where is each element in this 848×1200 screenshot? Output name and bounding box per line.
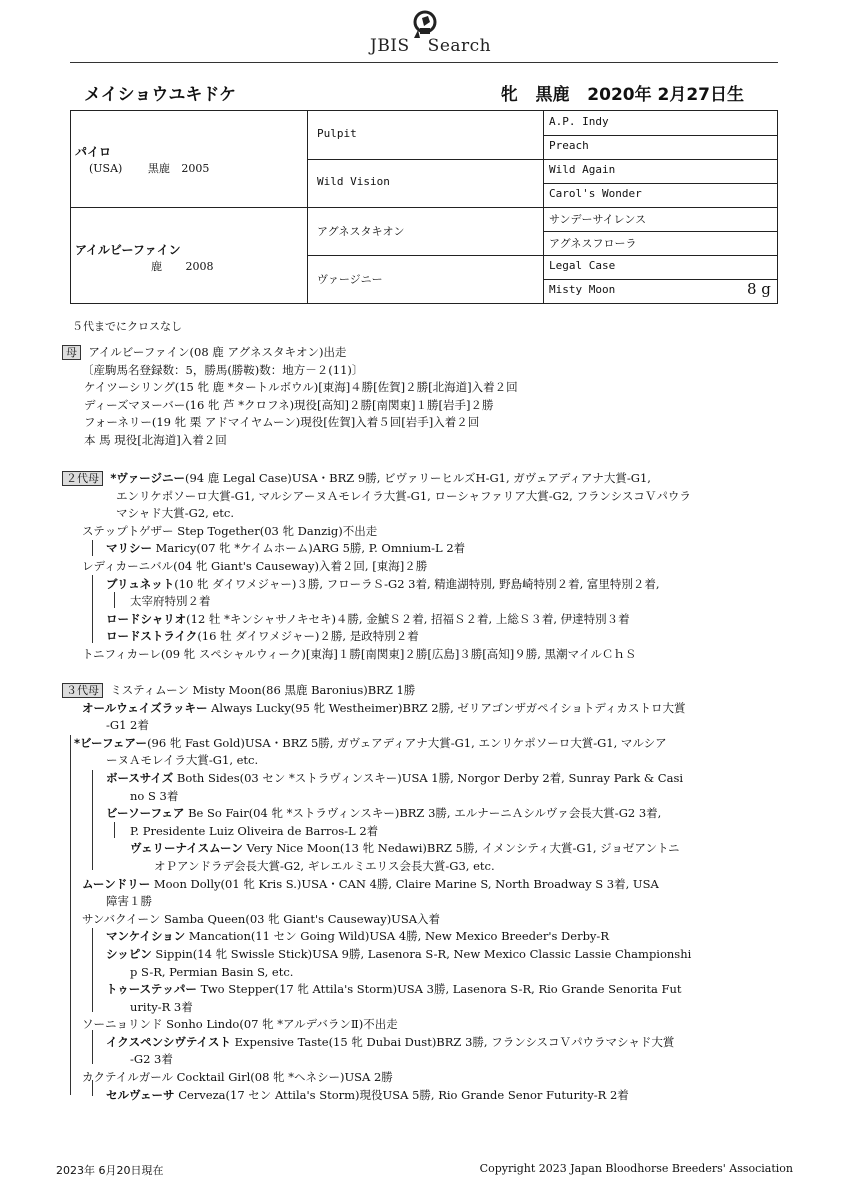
offspring-record: (10 牝 ダイワメジャー)３勝, フローラＳ-G2 3着, 精進湖特別, 野島崎特別２着, 富里特別２着, [174,576,660,591]
offspring-record: Very Nice Moon(13 牝 Nedawi)BRZ 5勝, イメンシティ大賞-G1, ジョゼアントニ [242,841,680,856]
second-dam-record: マシャド大賞-G2, etc. [116,506,234,521]
offspring-name: トゥーステッパー [106,982,197,997]
tree-bar [92,575,93,643]
g3-7: Legal Case [549,259,616,272]
second-dam-section [62,470,788,664]
horse-color: 黒鹿 [535,85,570,105]
dam-line: 本 馬 現役[北海道]入着２回 [84,432,227,447]
pedigree-table [70,110,778,304]
offspring-record: Be So Fair(04 牝 *ストラヴィンスキー)BRZ 3勝, エルナーニＡシルヴァ会長大賞-G2 3着, [184,806,662,821]
offspring-record: p S-R, Permian Basin S, etc. [130,964,294,979]
offspring-line: レディカーニバル(04 牝 Giant's Causeway)入着２回, [東海]２勝 [82,558,428,573]
g3-4: Carol's Wonder [549,187,642,200]
dam-line: ディーズマヌーバー(16 牝 芦 *クロフネ)現役[高知]２勝[南関東]１勝[岩手]２勝 [84,397,494,412]
g3-2: Preach [549,139,589,152]
offspring-name: ロードストライク [106,629,198,644]
footer-copyright: Copyright 2023 Japan Bloodhorse Breeders' Association [479,1162,793,1175]
offspring-record: Always Lucky(95 牝 Westheimer)BRZ 2勝, ゼリアゴンザガペイショトディカストロ大賞 [207,700,686,715]
offspring-name: オールウェイズラッキー [82,700,208,715]
offspring-line: トニフィカーレ(09 牝 スペシャルウィーク)[東海]１勝[南関東]２勝[広島]３勝[高知]９勝, 黒潮マイルＣｈＳ [82,646,637,661]
sire-color: 黒鹿 [147,162,170,175]
third-dam-record: ミスティムーン Misty Moon(86 黒鹿 Baronius)BRZ 1勝 [110,683,416,697]
tree-bar [92,1080,93,1096]
offspring-name: ボースサイズ [106,770,174,785]
tree-bar [92,540,93,556]
offspring-record: 太宰府特別２着 [130,594,211,609]
offspring-line: ステップトゲザー Step Together(03 牝 Danzig)不出走 [82,523,378,538]
offspring-record: urity-R 3着 [130,999,193,1014]
offspring-name: ロードシャリオ [106,611,187,626]
offspring-record: ーヌＡモレイラ大賞-G1, etc. [106,753,259,768]
dam-name: アイルビーファイン [75,243,181,257]
offspring-name: *ビーフェアー [74,735,148,750]
third-dam-section [62,682,788,1104]
dam-color: 鹿 [151,260,162,273]
offspring-record: Mancation(11 セン Going Wild)USA 4勝, New Mexico Breeder's Derby-R [185,929,609,944]
dam-line: 〔産駒馬名登録数：5，勝馬(勝鞍)数：地方－２(11)〕 [82,362,364,377]
dam-section [62,344,788,450]
offspring-record: Two Stepper(17 牝 Attila's Storm)USA 3勝, Lasenora S-R, Rio Grande Senorita Fut [196,982,682,997]
horse-info [501,80,744,105]
offspring-record: (16 牡 ダイワメジャー)２勝, 是政特別２着 [197,629,419,644]
sire-name: パイロ [75,145,112,159]
tree-bar [114,592,115,608]
offspring-record: P. Presidente Luiz Oliveira de Barros-L 2着 [130,823,379,838]
dam-tag: 母 [62,345,81,360]
third-dam-tag: ３代母 [62,683,103,698]
offspring-line: カクテイルガール Cocktail Girl(08 牝 *ヘネシー)USA 2勝 [82,1070,393,1085]
header-rule [70,62,778,63]
tree-bar [92,770,93,870]
second-dam-record: エンリケポソーロ大賞-G1, マルシアーヌＡモレイラ大賞-G1, ローシャファリア大賞-G2, フランシスコＶパウラ [116,488,691,503]
offspring-name: イクスペンシヴテイスト [106,1034,231,1049]
offspring-line: サンバクイーン Samba Queen(03 牝 Giant's Causeway)USA入着 [82,911,441,926]
offspring-record: no S 3着 [130,788,179,803]
offspring-record: Maricy(07 牝 *ケイムホーム)ARG 5勝, P. Omnium-L 2着 [152,541,466,556]
jbis-search-logo [360,10,500,58]
offspring-line: ソーニョリンド Sonho Lindo(07 牝 *アルデバランⅡ)不出走 [82,1017,398,1032]
sire-country: (USA) [89,162,123,175]
offspring-record: (12 牡 *キンシャサノキセキ)４勝, 金鯱Ｓ２着, 招福Ｓ２着, 上総Ｓ３着, 伊達特別３着 [186,611,630,626]
sire-sire: Pulpit [317,127,357,140]
second-dam-record: (94 鹿 Legal Case)USA・BRZ 9勝, ビヴァリーヒルズH-G1, ガヴェアディアナ大賞-G1, [184,471,651,485]
cross-note: ５代までにクロスなし [72,320,182,333]
dam-line: ケイツーシリング(15 牝 鹿 *タートルボウル)[東海]４勝[佐賀]２勝[北海道]入着２回 [84,380,518,395]
horse-header [84,80,778,106]
offspring-record: 障害１勝 [106,894,152,909]
g3-5: サンデーサイレンス [549,213,647,226]
offspring-name: マンケイション [106,929,186,944]
sire-cell [75,143,305,176]
dam-cell [75,241,305,274]
offspring-name: ブリュネット [106,576,175,591]
offspring-record: Cerveza(17 セン Attila's Storm)現役USA 5勝, Rio Grande Senor Futurity-R 2着 [174,1087,629,1102]
tree-bar [92,928,93,1012]
sire-year: 2005 [181,162,210,175]
offspring-record: Sippin(14 牝 Swissle Stick)USA 9勝, Lasenora S-R, New Mexico Classic Lassie Championshi [151,946,692,961]
offspring-record: -G2 3着 [130,1052,173,1067]
g3-3: Wild Again [549,163,616,176]
dam-dam: ヴァージニー [317,273,383,286]
g3-6: アグネスフローラ [549,237,637,250]
g3-1: A.P. Indy [549,115,609,128]
g3-8: Misty Moon [549,283,616,296]
second-dam-name: *ヴァージニー [110,471,185,485]
dam-line: フォーネリー(19 牝 栗 アドマイヤムーン)現役[佐賀]入着５回[岩手]入着２回 [84,415,480,430]
horse-name: メイショウユキドケ [84,85,236,105]
tree-bar [114,822,115,838]
dam-sire: アグネスタキオン [317,225,405,238]
offspring-name: セルヴェーサ [106,1087,175,1102]
sire-dam: Wild Vision [317,175,390,188]
offspring-record: (96 牝 Fast Gold)USA・BRZ 5勝, ガヴェアディアナ大賞-G1, エンリケポソーロ大賞-G1, マルシア [147,735,667,750]
offspring-name: ビーソーフェア [106,806,185,821]
logo-jbis: JBIS [370,36,410,56]
offspring-name: シッピン [106,946,152,961]
dam-year: 2008 [185,260,214,273]
dam-line: アイルビーファイン(08 鹿 アグネスタキオン)出走 [88,345,347,359]
horse-birth: 2020年 2月27日生 [587,85,744,105]
offspring-name: マリシー [106,541,152,556]
tree-bar [70,735,71,1095]
offspring-name: ムーンドリー [82,876,151,891]
offspring-name: ヴェリーナイスムーン [130,841,243,856]
offspring-record: Moon Dolly(01 牝 Kris S.)USA・CAN 4勝, Claire Marine S, North Broadway S 3着, USA [150,876,659,891]
offspring-record: Both Sides(03 セン *ストラヴィンスキー)USA 1勝, Norgor Derby 2着, Sunray Park & Casi [173,770,684,785]
second-dam-tag: ２代母 [62,471,103,486]
offspring-record: オＰアンドラデ会長大賞-G2, ギレエルミエリス会長大賞-G3, etc. [154,858,495,873]
offspring-record: Expensive Taste(15 牝 Dubai Dust)BRZ 3勝, フランシスコＶパウラマシャド大賞 [230,1034,675,1049]
footer-date: 2023年 6月20日現在 [56,1164,164,1177]
inbreed-count: 8 g [747,280,771,298]
offspring-record: -G1 2着 [106,718,149,733]
horse-sex: 牝 [500,85,518,105]
logo-search: Search [427,36,492,56]
tree-bar [92,1030,93,1064]
